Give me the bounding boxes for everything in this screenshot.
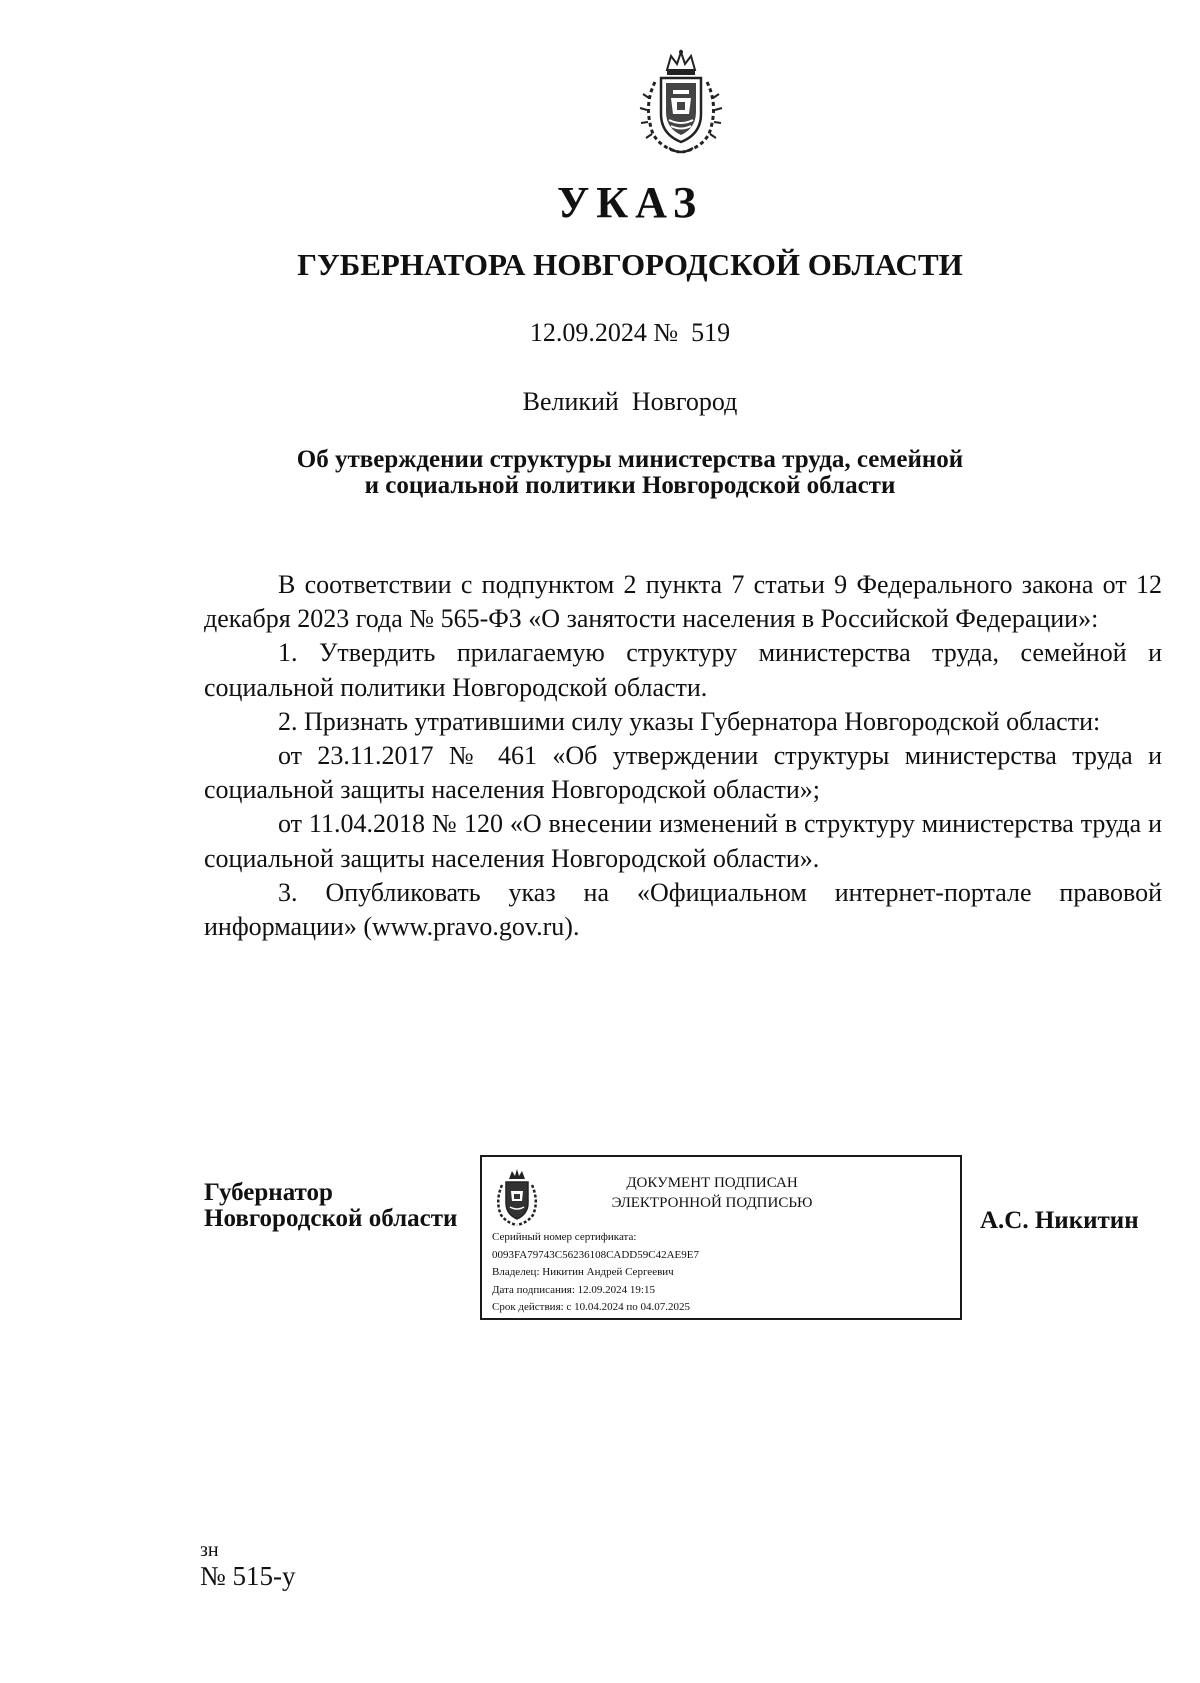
body-paragraph-item-3: 3. Опубликовать указ на «Официальном интернет-портале правовой информации» (www.pravo.gov.ru). [204,877,1162,942]
document-subtitle: ГУБЕРНАТОРА НОВГОРОДСКОЙ ОБЛАСТИ [297,247,963,282]
executor-initials: зн [200,1539,219,1561]
signer-position-line-1: Губернатор [204,1179,333,1206]
document-title: УКАЗ [556,178,704,227]
heading-line-2: и социальной политики Новгородской области [364,472,896,499]
stamp-coat-of-arms-icon [494,1167,540,1229]
signing-date: Дата подписания: 12.09.2024 19:15 [492,1283,655,1296]
signer-position-line-2: Новгородской области [204,1205,458,1232]
coat-of-arms-icon [639,48,723,160]
certificate-validity: Срок действия: с 10.04.2024 по 04.07.2025 [492,1301,690,1313]
body-paragraph-preamble: В соответствии с подпунктом 2 пункта 7 статьи 9 Федерального закона от 12 декабря 2023 года № 565-ФЗ «О занятости населения в Российской Федерации»: [204,570,1162,634]
body-paragraph-item-2: 2. Признать утратившими силу указы Губернатора Новгородской области: [278,706,1101,736]
stamp-details [492,1229,699,1317]
body-paragraph-item-1: 1. Утвердить прилагаемую структуру министерства труда, семейной и социальной политики Новгородской области. [204,638,1162,702]
stamp-title-line-1: ДОКУМЕНТ ПОДПИСАН [626,1175,798,1191]
heading-line-1: Об утверждении структуры министерства труда, семейной [296,446,964,473]
signer-name: А.С. Никитин [980,1207,1139,1234]
certificate-owner: Владелец: Никитин Андрей Сергеевич [492,1266,674,1278]
certificate-label: Серийный номер сертификата: [492,1231,637,1243]
electronic-signature-stamp [480,1155,962,1320]
document-body [204,568,1162,944]
certificate-number: 0093FA79743C56236108CADD59C42AE9E7 [492,1248,699,1261]
document-heading [0,447,1200,499]
registration-number: № 515-у [200,1561,296,1591]
stamp-title-line-2: ЭЛЕКТРОННОЙ ПОДПИСЬЮ [611,1195,813,1211]
body-paragraph-repealed-2: от 11.04.2018 № 120 «О внесении изменений в структуру министерства труда и социальной защиты населения Новгородской области». [204,809,1162,873]
body-paragraph-repealed-1: от 23.11.2017 № 461 «Об утверждении структуры министерства труда и социальной защиты населения Новгородской области»; [204,741,1162,805]
place-of-issue: Великий Новгород [522,387,738,416]
document-footer [200,1540,296,1592]
signer-position [204,1180,457,1232]
stamp-title [562,1173,862,1213]
date-and-number: 12.09.2024 № 519 [529,318,731,347]
